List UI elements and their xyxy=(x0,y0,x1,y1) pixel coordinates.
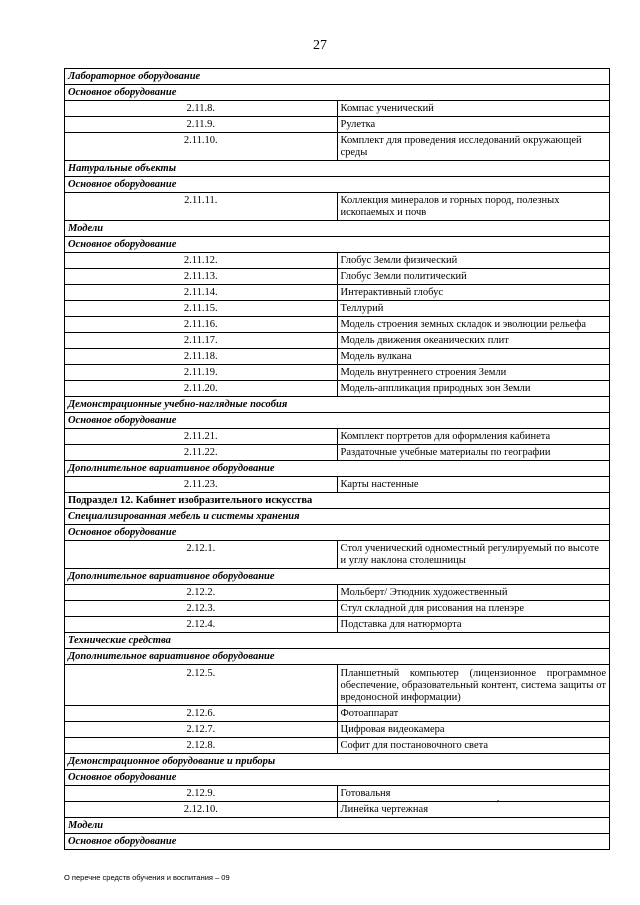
item-number: 2.12.9. xyxy=(65,786,338,802)
table-row xyxy=(65,738,610,754)
item-number: 2.11.18. xyxy=(65,349,338,365)
item-name: Готовальня xyxy=(337,786,610,802)
item-number: 2.11.19. xyxy=(65,365,338,381)
table-row xyxy=(65,541,610,569)
table-row xyxy=(65,333,610,349)
item-name: Модель вулкана xyxy=(337,349,610,365)
section-heading: Натуральные объекты xyxy=(65,161,610,177)
subsection-heading-row xyxy=(65,413,610,429)
item-number: 2.11.17. xyxy=(65,333,338,349)
item-number: 2.12.1. xyxy=(65,541,338,569)
section-heading: Лабораторное оборудование xyxy=(65,69,610,85)
item-number: 2.12.7. xyxy=(65,722,338,738)
equipment-table-body xyxy=(65,69,610,850)
table-row xyxy=(65,269,610,285)
item-name: Модель движения океанических плит xyxy=(337,333,610,349)
item-number: 2.12.4. xyxy=(65,617,338,633)
table-row xyxy=(65,786,610,802)
subsection-heading-row xyxy=(65,461,610,477)
item-name: Софит для постановочного света xyxy=(337,738,610,754)
sub-heading: Основное оборудование xyxy=(65,237,610,253)
sub-heading: Дополнительное вариативное оборудование xyxy=(65,649,610,665)
section-heading-row xyxy=(65,397,610,413)
sub-heading: Основное оборудование xyxy=(65,413,610,429)
table-row xyxy=(65,301,610,317)
item-number: 2.11.21. xyxy=(65,429,338,445)
item-name: Мольберт/ Этюдник художественный xyxy=(337,585,610,601)
item-name: Модель строения земных складок и эволюции рельефа xyxy=(337,317,610,333)
item-number: 2.11.16. xyxy=(65,317,338,333)
section-heading-row xyxy=(65,161,610,177)
sub-heading: Дополнительное вариативное оборудование xyxy=(65,569,610,585)
pen-mark: , xyxy=(497,793,500,803)
table-row xyxy=(65,477,610,493)
subsection-heading-row xyxy=(65,569,610,585)
item-number: 2.11.11. xyxy=(65,193,338,221)
table-row xyxy=(65,585,610,601)
subsection-heading-row xyxy=(65,834,610,850)
table-row xyxy=(65,665,610,706)
sub-heading: Основное оборудование xyxy=(65,85,610,101)
sub-heading: Основное оборудование xyxy=(65,770,610,786)
item-name: Модель-аппликация природных зон Земли xyxy=(337,381,610,397)
item-number: 2.12.5. xyxy=(65,665,338,706)
subsection-heading-row xyxy=(65,85,610,101)
table-row xyxy=(65,722,610,738)
table-row xyxy=(65,285,610,301)
item-number: 2.11.23. xyxy=(65,477,338,493)
item-number: 2.11.13. xyxy=(65,269,338,285)
section-heading: Модели xyxy=(65,221,610,237)
item-number: 2.11.12. xyxy=(65,253,338,269)
subdivision-heading-row xyxy=(65,493,610,509)
section-heading-row xyxy=(65,69,610,85)
item-name: Компас ученический xyxy=(337,101,610,117)
section-heading: Технические средства xyxy=(65,633,610,649)
table-row xyxy=(65,349,610,365)
item-name: Фотоаппарат xyxy=(337,706,610,722)
section-heading-row xyxy=(65,221,610,237)
item-name: Модель внутреннего строения Земли xyxy=(337,365,610,381)
table-row xyxy=(65,253,610,269)
item-number: 2.11.22. xyxy=(65,445,338,461)
item-number: 2.11.10. xyxy=(65,133,338,161)
table-row xyxy=(65,445,610,461)
sub-heading: Основное оборудование xyxy=(65,177,610,193)
item-name: Стол ученический одноместный регулируемый по высоте и углу наклона столешницы xyxy=(337,541,610,569)
section-heading: Демонстрационное оборудование и приборы xyxy=(65,754,610,770)
subdivision-heading: Подраздел 12. Кабинет изобразительного искусства xyxy=(65,493,610,509)
item-number: 2.12.8. xyxy=(65,738,338,754)
section-heading: Модели xyxy=(65,818,610,834)
section-heading: Демонстрационные учебно-наглядные пособия xyxy=(65,397,610,413)
table-row xyxy=(65,317,610,333)
item-name: Карты настенные xyxy=(337,477,610,493)
item-number: 2.11.15. xyxy=(65,301,338,317)
table-row xyxy=(65,365,610,381)
table-row xyxy=(65,429,610,445)
table-row xyxy=(65,133,610,161)
item-number: 2.12.10. xyxy=(65,802,338,818)
subsection-heading-row xyxy=(65,177,610,193)
subsection-heading-row xyxy=(65,525,610,541)
table-row xyxy=(65,802,610,818)
subsection-heading-row xyxy=(65,770,610,786)
item-number: 2.11.8. xyxy=(65,101,338,117)
item-name: Интерактивный глобус xyxy=(337,285,610,301)
item-number: 2.12.2. xyxy=(65,585,338,601)
item-name: Рулетка xyxy=(337,117,610,133)
page-number: 27 xyxy=(313,38,327,53)
item-name: Подставка для натюрморта xyxy=(337,617,610,633)
table-row xyxy=(65,617,610,633)
table-row xyxy=(65,706,610,722)
item-number: 2.11.20. xyxy=(65,381,338,397)
table-row xyxy=(65,381,610,397)
item-name: Раздаточные учебные материалы по географии xyxy=(337,445,610,461)
item-name: Стул складной для рисования на пленэре xyxy=(337,601,610,617)
sub-heading: Основное оборудование xyxy=(65,525,610,541)
item-name: Глобус Земли политический xyxy=(337,269,610,285)
item-name: Комплект для проведения исследований окружающей среды xyxy=(337,133,610,161)
item-number: 2.11.9. xyxy=(65,117,338,133)
item-name: Коллекция минералов и горных пород, полезных ископаемых и почв xyxy=(337,193,610,221)
table-row xyxy=(65,117,610,133)
item-number: 2.11.14. xyxy=(65,285,338,301)
section-heading-row xyxy=(65,509,610,525)
item-name: Теллурий xyxy=(337,301,610,317)
item-name: Глобус Земли физический xyxy=(337,253,610,269)
section-heading-row xyxy=(65,633,610,649)
item-number: 2.12.6. xyxy=(65,706,338,722)
item-name: Планшетный компьютер (лицензионное программное обеспечение, образовательный контент, система защиты от вредоносной информации) xyxy=(337,665,610,706)
table-row xyxy=(65,601,610,617)
equipment-table xyxy=(64,68,610,850)
item-name: Цифровая видеокамера xyxy=(337,722,610,738)
sub-heading: Дополнительное вариативное оборудование xyxy=(65,461,610,477)
item-name: Комплект портретов для оформления кабинета xyxy=(337,429,610,445)
subsection-heading-row xyxy=(65,649,610,665)
subsection-heading-row xyxy=(65,237,610,253)
section-heading-row xyxy=(65,754,610,770)
sub-heading: Основное оборудование xyxy=(65,834,610,850)
section-heading: Специализированная мебель и системы хранения xyxy=(65,509,610,525)
item-number: 2.12.3. xyxy=(65,601,338,617)
table-row xyxy=(65,101,610,117)
item-name: Линейка чертежная xyxy=(337,802,610,818)
section-heading-row xyxy=(65,818,610,834)
document-footer: О перечне средств обучения и воспитания – 09 xyxy=(64,873,230,882)
table-row xyxy=(65,193,610,221)
